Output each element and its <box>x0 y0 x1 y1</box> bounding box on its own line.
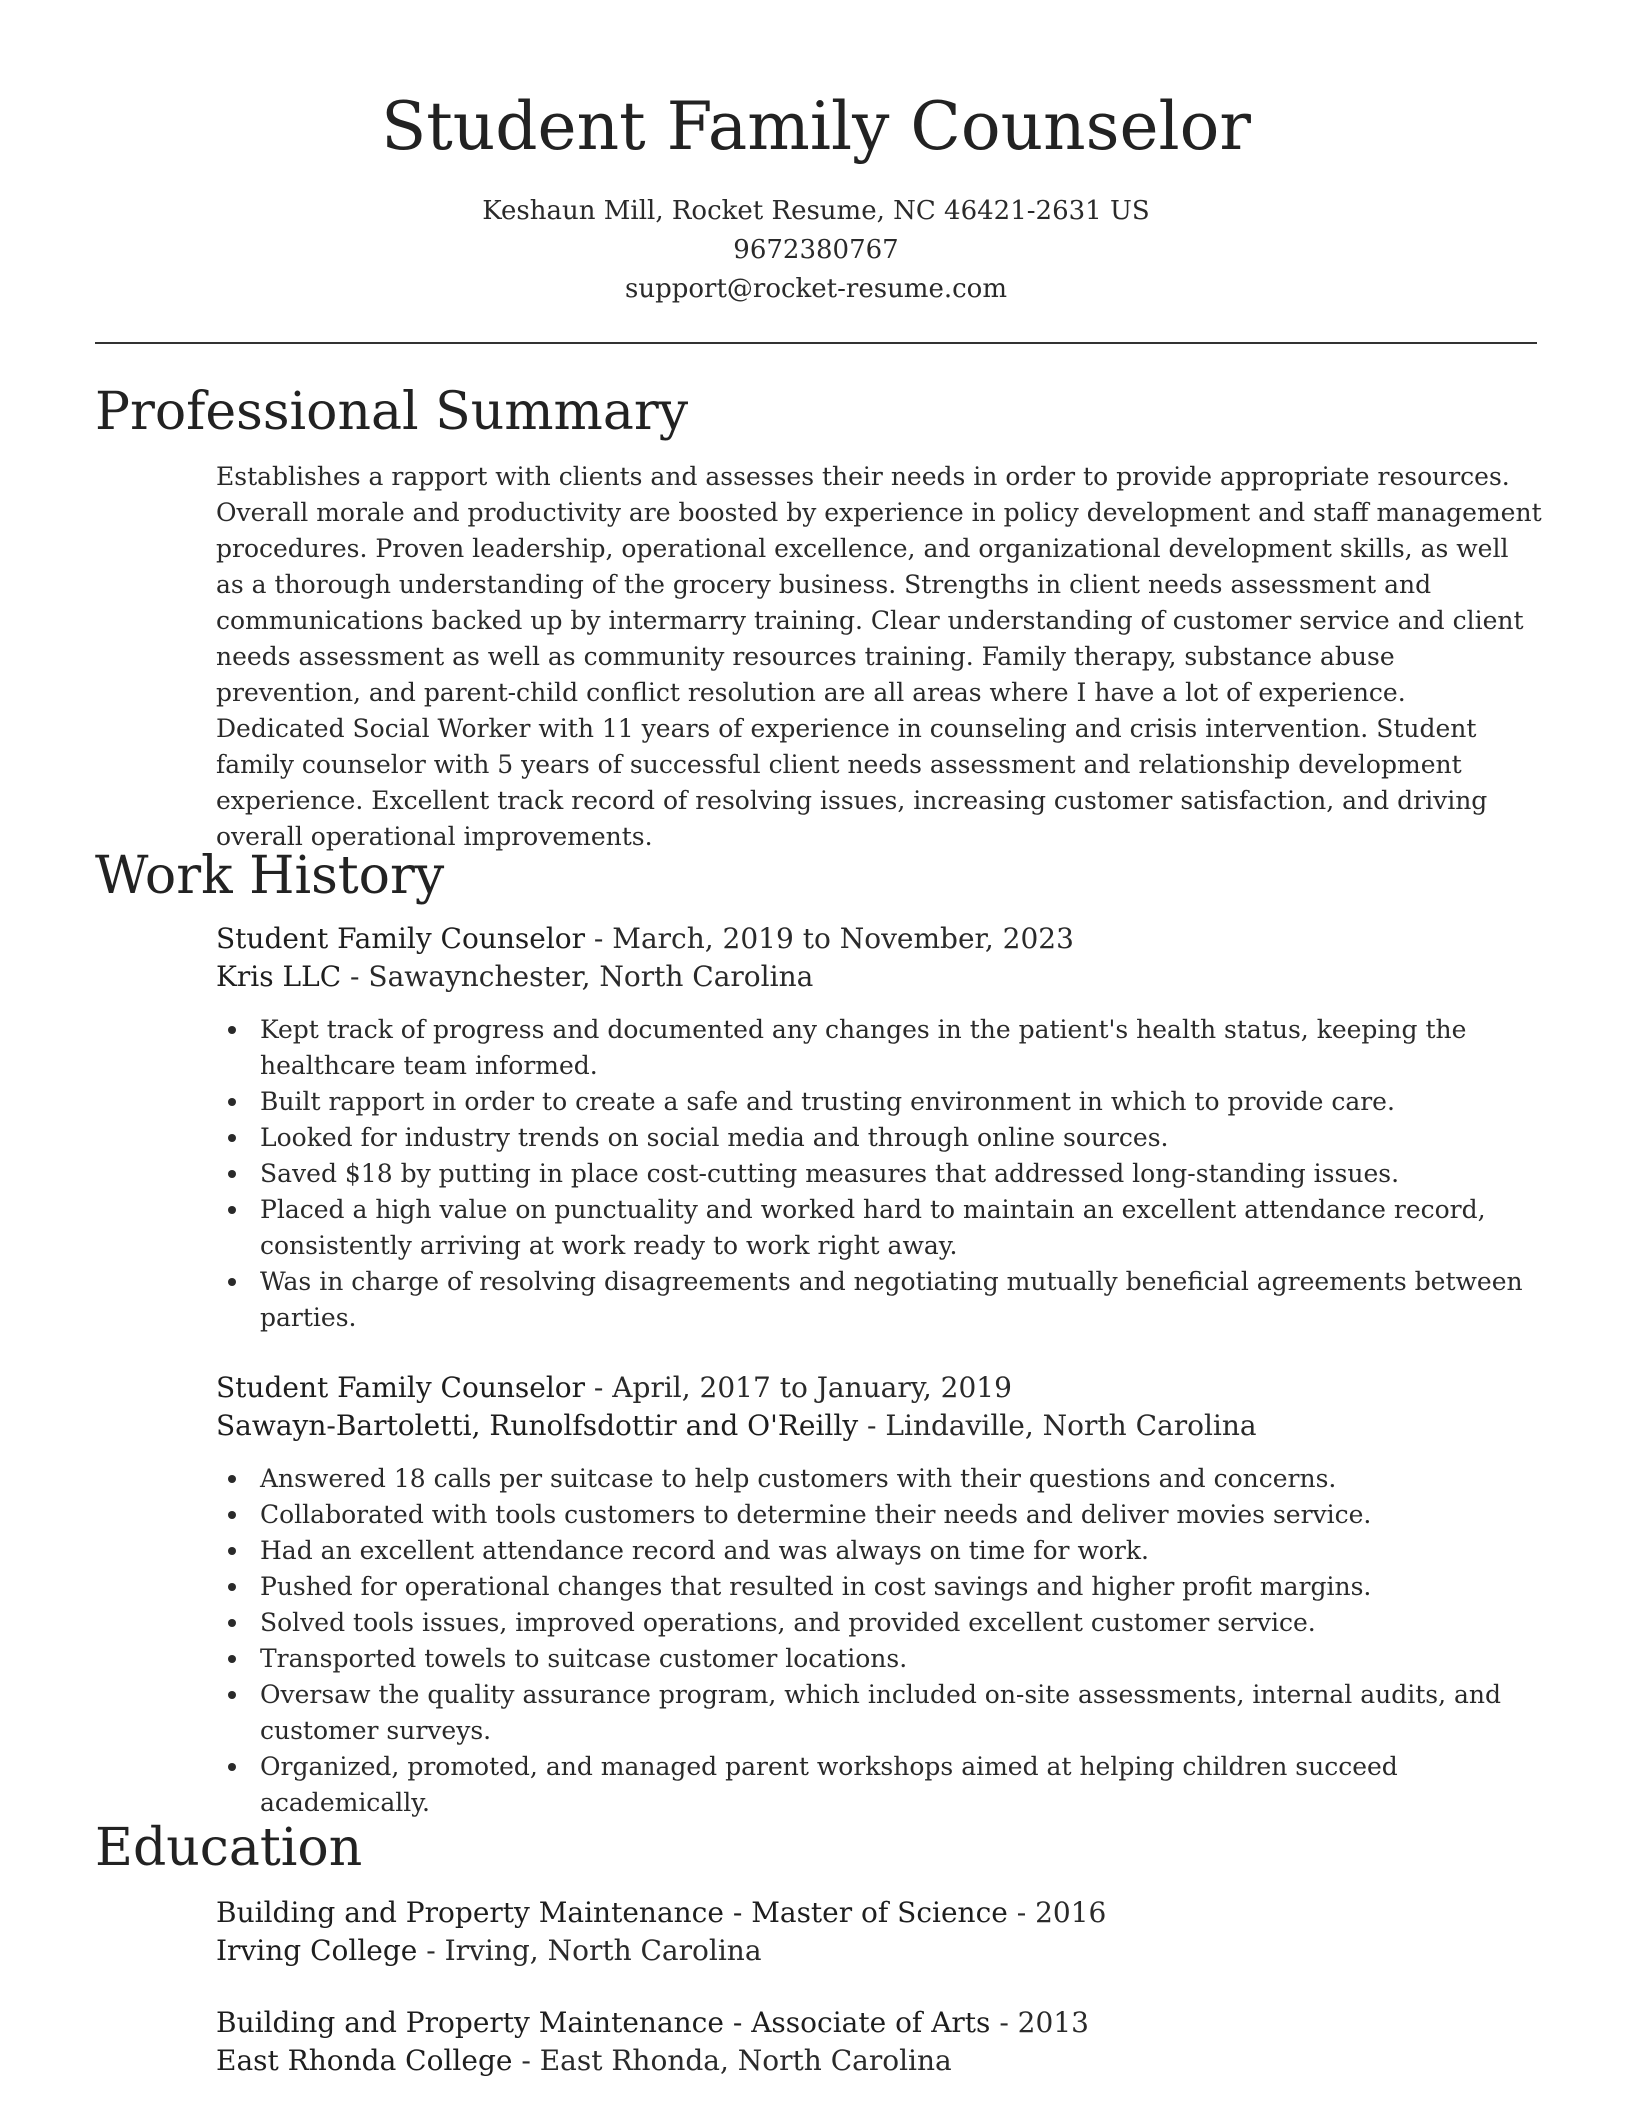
education-location: - East Rhonda, North Carolina <box>512 2044 952 2077</box>
job-dates: - April, 2017 to January, 2019 <box>585 1371 1012 1404</box>
education-school-line <box>216 1932 1542 1970</box>
list-item: Transported towels to suitcase customer locations. <box>216 1641 1542 1677</box>
bullet-icon <box>228 1619 236 1627</box>
education-field: Building and Property Maintenance <box>216 1896 724 1929</box>
list-item: Collaborated with tools customers to determine their needs and deliver movies service. <box>216 1497 1542 1533</box>
bullet-icon <box>228 1170 236 1178</box>
education-degree-line <box>216 1894 1542 1932</box>
bullet-icon <box>228 1583 236 1591</box>
list-item: Oversaw the quality assurance program, which included on-site assessments, internal audits, and customer surveys. <box>216 1677 1542 1749</box>
list-item: Saved $18 by putting in place cost-cutting measures that addressed long-standing issues. <box>216 1156 1542 1192</box>
list-item: Had an excellent attendance record and was always on time for work. <box>216 1533 1542 1569</box>
job-company-line <box>216 958 1542 996</box>
bullet-icon <box>228 1547 236 1555</box>
job-title-line <box>216 1369 1542 1407</box>
education-degree: - Master of Science <box>723 1896 1008 1929</box>
bullet-icon <box>228 1655 236 1663</box>
job-bullet-list <box>216 1012 1542 1336</box>
list-item: Was in charge of resolving disagreements and negotiating mutually beneficial agreements between parties. <box>216 1264 1542 1336</box>
bullet-icon <box>228 1206 236 1214</box>
education-year: - 2013 <box>990 2006 1089 2039</box>
education-degree-line <box>216 2004 1542 2042</box>
bullet-icon <box>228 1278 236 1286</box>
address-line: Keshaun Mill, Rocket Resume, NC 46421-2631 US <box>482 196 1150 226</box>
list-item: Organized, promoted, and managed parent workshops aimed at helping children succeed academically. <box>216 1749 1542 1821</box>
resume-header <box>95 80 1537 309</box>
education-school: Irving College <box>216 1934 418 1967</box>
education-school-line <box>216 2042 1542 2080</box>
list-item: Placed a high value on punctuality and worked hard to maintain an excellent attendance record, consistently arriving at work ready to work right away. <box>216 1192 1542 1264</box>
phone-line: 9672380767 <box>733 235 899 265</box>
education-field: Building and Property Maintenance <box>216 2006 724 2039</box>
bullet-icon <box>228 1511 236 1519</box>
job-location: - Sawaynchester, North Carolina <box>341 960 814 993</box>
education-entry-2 <box>216 2004 1542 2080</box>
list-item: Looked for industry trends on social media and through online sources. <box>216 1120 1542 1156</box>
email-line: support@rocket-resume.com <box>624 274 1007 304</box>
bullet-icon <box>228 1763 236 1771</box>
job-company: Sawayn-Bartoletti, Runolfsdottir and O'Reilly <box>216 1409 859 1442</box>
job-dates: - March, 2019 to November, 2023 <box>585 922 1074 955</box>
bullet-icon <box>228 1026 236 1034</box>
summary-block <box>216 459 1542 855</box>
work-history-heading: Work History <box>95 846 445 906</box>
list-item: Solved tools issues, improved operations, and provided excellent customer service. <box>216 1605 1542 1641</box>
bullet-icon <box>228 1475 236 1483</box>
job-title: Student Family Counselor <box>216 922 586 955</box>
job-company: Kris LLC <box>216 960 342 993</box>
bullet-icon <box>228 1134 236 1142</box>
education-degree: - Associate of Arts <box>723 2006 991 2039</box>
education-location: - Irving, North Carolina <box>417 1934 762 1967</box>
list-item: Answered 18 calls per suitcase to help customers with their questions and concerns. <box>216 1461 1542 1497</box>
education-school: East Rhonda College <box>216 2044 513 2077</box>
header-divider <box>95 342 1537 344</box>
list-item: Kept track of progress and documented any changes in the patient's health status, keeping the healthcare team informed. <box>216 1012 1542 1084</box>
list-item: Built rapport in order to create a safe and trusting environment in which to provide care. <box>216 1084 1542 1120</box>
bullet-icon <box>228 1098 236 1106</box>
list-item: Pushed for operational changes that resulted in cost savings and higher profit margins. <box>216 1569 1542 1605</box>
candidate-name: Student Family Counselor <box>381 88 1251 165</box>
job-title-line <box>216 920 1542 958</box>
summary-text: Establishes a rapport with clients and assesses their needs in order to provide appropriate resources. Overall morale and productivity are boosted by experience in policy development and staff management procedures. Proven leadership, operational excellence, and organizational development skills, as well as a thorough understanding of the grocery business. Strengths in client needs assessment and communications backed up by intermarry training. Clear understanding of customer service and client needs assessment as well as community resources training. Family therapy, substance abuse prevention, and parent-child conflict resolution are all areas where I have a lot of experience. Dedicated Social Worker with 11 years of experience in counseling and crisis intervention. Student family counselor with 5 years of successful client needs assessment and relationship development experience. Excellent track record of resolving issues, increasing customer satisfaction, and driving overall operational improvements. <box>216 462 1542 851</box>
job-location: - Lindaville, North Carolina <box>858 1409 1257 1442</box>
education-heading: Education <box>95 1818 363 1878</box>
job-title: Student Family Counselor <box>216 1371 586 1404</box>
job-entry-1 <box>216 920 1542 1336</box>
summary-heading: Professional Summary <box>95 382 689 442</box>
job-bullet-list <box>216 1461 1542 1821</box>
bullet-icon <box>228 1691 236 1699</box>
education-year: - 2016 <box>1007 1896 1107 1929</box>
job-entry-2 <box>216 1369 1542 1821</box>
education-entry-1 <box>216 1894 1542 1970</box>
job-company-line <box>216 1407 1542 1445</box>
